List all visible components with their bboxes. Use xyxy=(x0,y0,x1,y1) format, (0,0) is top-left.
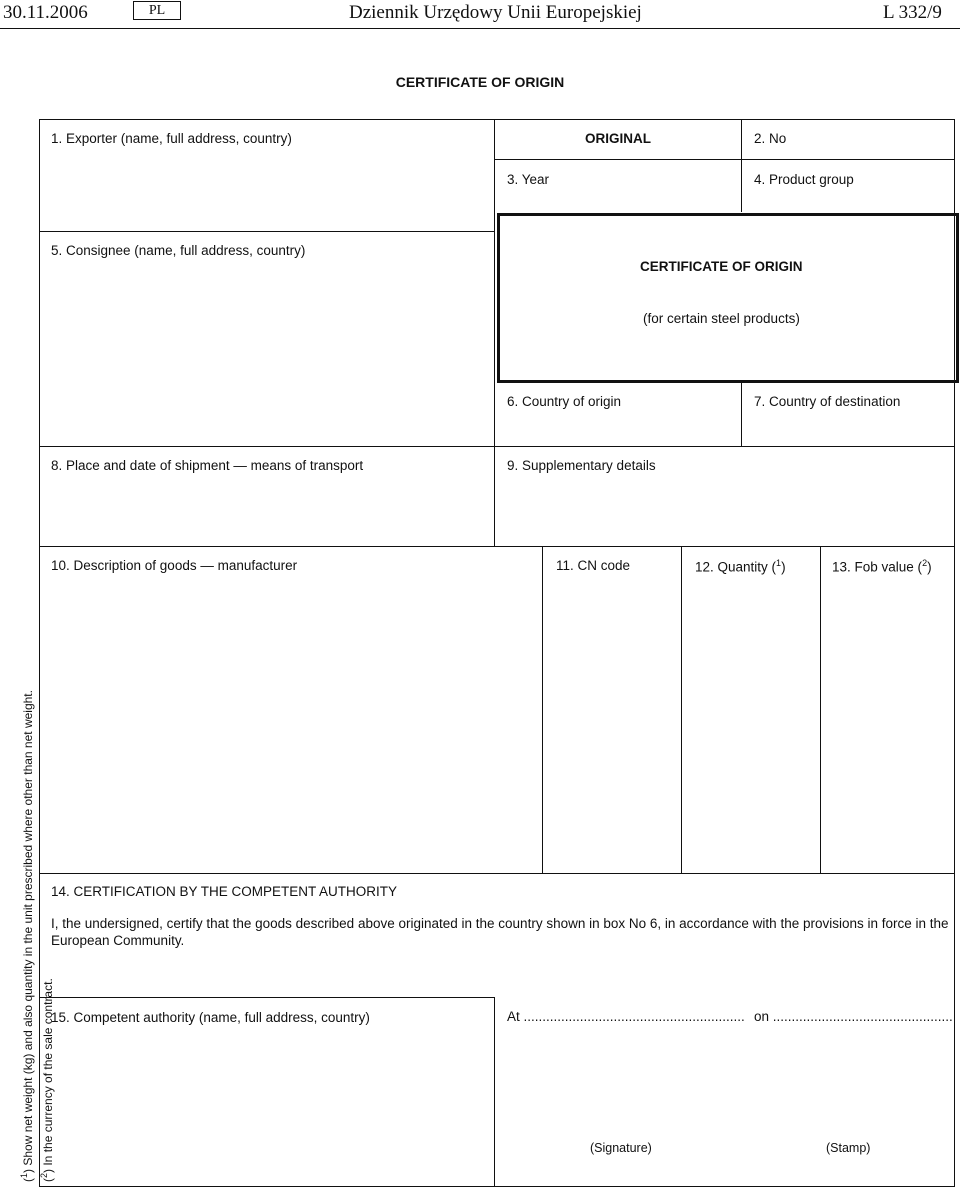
divider xyxy=(39,231,494,232)
divider xyxy=(681,546,682,874)
consignee-label: 5. Consignee (name, full address, country) xyxy=(51,243,306,258)
country-of-origin-label: 6. Country of origin xyxy=(507,394,622,409)
form-bottom-border xyxy=(39,1186,955,1187)
footnote-1: ($^1$) Show net weight (kg) and also quantity in the unit prescribed where other than net weight. xyxy=(19,690,35,1182)
stamp-label: (Stamp) xyxy=(826,1141,871,1155)
exporter-label: 1. Exporter (name, full address, country) xyxy=(51,131,292,146)
divider xyxy=(542,546,543,874)
description-of-goods-label: 10. Description of goods — manufacturer xyxy=(51,558,298,573)
certificate-title-box xyxy=(497,213,959,383)
divider xyxy=(741,119,742,212)
divider xyxy=(741,380,742,446)
form-top-border xyxy=(39,119,955,120)
footnotes xyxy=(16,690,56,1182)
place-field: At ........................................................... xyxy=(507,1009,745,1024)
certification-label: 14. CERTIFICATION BY THE COMPETENT AUTHORITY xyxy=(51,884,398,899)
original-label: ORIGINAL xyxy=(585,131,651,146)
divider xyxy=(820,546,821,874)
publication-date: 30.11.2006 xyxy=(3,2,88,23)
page-reference: L 332/9 xyxy=(883,2,942,23)
quantity-label: 12. Quantity ($^1$) xyxy=(695,558,786,575)
footnote-2: ($^2$) In the currency of the sale contract. xyxy=(39,978,55,1182)
product-group-label: 4. Product group xyxy=(754,172,854,187)
document-title: CERTIFICATE OF ORIGIN xyxy=(395,74,565,90)
shipment-label: 8. Place and date of shipment — means of transport xyxy=(51,458,364,473)
supplementary-details-label: 9. Supplementary details xyxy=(507,458,656,473)
header-rule xyxy=(0,28,960,29)
divider xyxy=(39,546,955,547)
date-field: on ................................................ xyxy=(754,1009,953,1024)
certificate-box-title: CERTIFICATE OF ORIGIN xyxy=(640,259,803,274)
certificate-box-subtitle: (for certain steel products) xyxy=(643,311,800,326)
number-label: 2. No xyxy=(754,131,787,146)
cn-code-label: 11. CN code xyxy=(556,558,631,573)
divider xyxy=(494,159,954,160)
journal-title: Dziennik Urzędowy Unii Europejskiej xyxy=(349,2,642,23)
competent-authority-label: 15. Competent authority (name, full address, country) xyxy=(51,1010,370,1025)
divider xyxy=(494,119,495,546)
divider xyxy=(39,446,955,447)
certification-text: I, the undersigned, certify that the goods described above originated in the country shown in box No 6, in accordance with the provisions in force in the European Community. xyxy=(51,916,949,948)
divider xyxy=(39,873,955,874)
country-of-destination-label: 7. Country of destination xyxy=(754,394,901,409)
signature-label: (Signature) xyxy=(590,1141,652,1155)
year-label: 3. Year xyxy=(507,172,550,187)
divider xyxy=(39,997,495,998)
language-badge: PL xyxy=(133,1,181,20)
fob-value-label: 13. Fob value ($^2$) xyxy=(832,558,932,575)
divider xyxy=(494,997,495,1187)
